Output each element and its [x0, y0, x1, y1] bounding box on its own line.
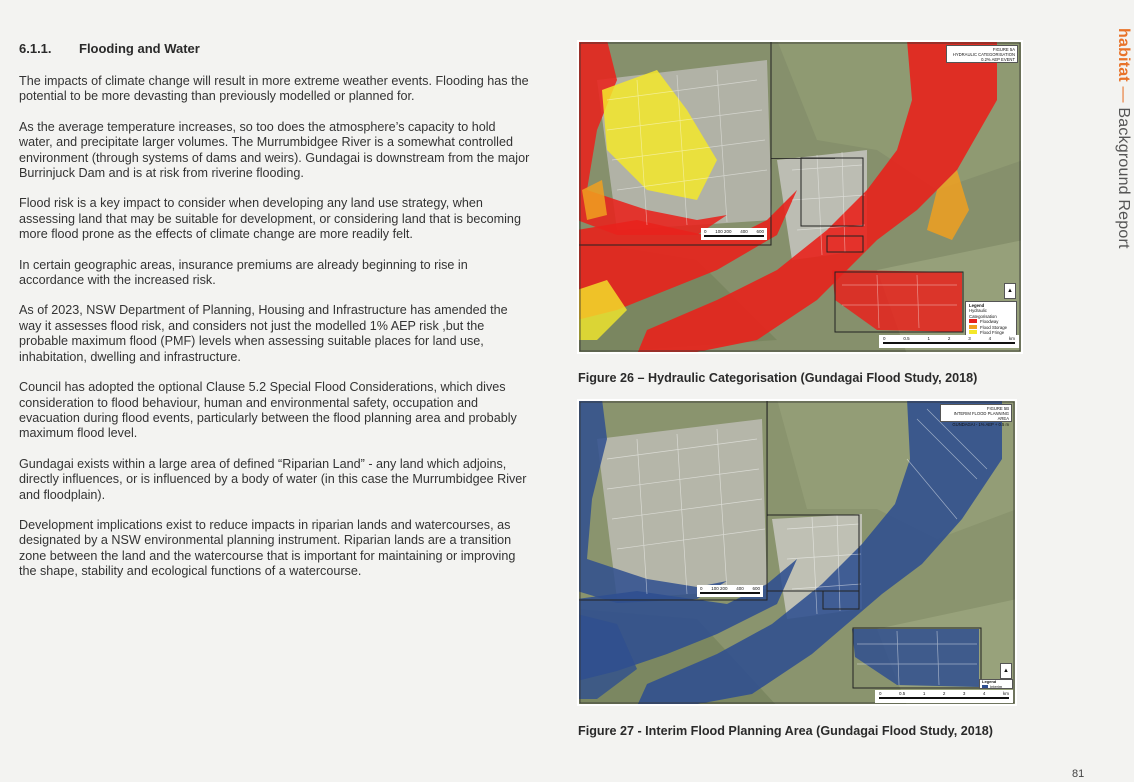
paragraph: Flood risk is a key impact to consider when developing any land use strategy, when assessing land that may be suitable for development, or considering land that is becoming more flood prone as the effects of climate change are more readily felt. — [19, 196, 521, 242]
legend-title: Legend — [982, 679, 997, 684]
report-title: Background Report — [1115, 107, 1132, 249]
north-arrow-icon: ▲ — [1004, 283, 1016, 299]
paragraph: Council has adopted the optional Clause 5.2 Special Flood Considerations, which dives consideration to flood behaviour, human and environmental safety, occupation and evacuation during flood events, particularly between the flood planning area and probably maximum flood level. — [19, 380, 517, 441]
legend-swatch — [969, 325, 977, 329]
north-arrow-icon: ▲ — [1000, 663, 1012, 679]
map-title-line: HYDRAULIC CATEGORISATION — [952, 52, 1015, 58]
scale-tick: 4 — [988, 336, 992, 341]
scale-tick: 0 — [704, 229, 707, 234]
legend-label: Floodway — [980, 319, 999, 325]
inset-scale-bar — [697, 585, 763, 597]
scale-tick: 0.5 — [903, 336, 910, 341]
brand-logo: habitat — [1115, 28, 1132, 82]
scale-tick: 3 — [962, 691, 966, 696]
hydraulic-categorisation-map — [577, 40, 1023, 354]
legend-swatch — [969, 319, 977, 323]
figure-27-caption: Figure 27 - Interim Flood Planning Area (Gundagai Flood Study, 2018) — [578, 724, 993, 738]
legend-label: Flood Fringe — [980, 330, 1005, 336]
legend-title: Legend — [969, 303, 985, 308]
map-title-line: FIGURE 5B — [986, 406, 1009, 411]
scale-tick: 4 — [982, 691, 986, 696]
main-scale-bar — [879, 335, 1019, 348]
legend-subtitle: Hydraulic Categorisation — [969, 308, 997, 319]
scale-tick: 0 — [883, 336, 886, 341]
scale-tick: 100 200 — [715, 229, 732, 234]
map-title-line: FIGURE 5A — [992, 47, 1015, 52]
main-scale-bar — [875, 690, 1013, 703]
map-title-box — [940, 404, 1012, 427]
inset-scale-bar — [701, 228, 767, 240]
body-text — [19, 74, 531, 595]
map-title-box — [946, 45, 1018, 63]
figure-26-caption: Figure 26 – Hydraulic Categorisation (Gundagai Flood Study, 2018) — [578, 371, 978, 385]
scale-unit: km — [1009, 336, 1015, 341]
map-title-line: GUNDAGAI - 1% AEP + 0.5 m — [952, 421, 1009, 427]
paragraph: The impacts of climate change will result in more extreme weather events. Flooding has the potential to be more devasting than previously modelled or planned for. — [19, 74, 529, 104]
map-title-line: INTERIM FLOOD PLANNING AREA — [953, 411, 1009, 422]
scale-tick: 1 — [927, 336, 931, 341]
legend-item — [982, 685, 1010, 690]
legend-swatch — [969, 330, 977, 334]
map-graphic — [577, 399, 1017, 706]
scale-tick: 0 — [879, 691, 882, 696]
scale-tick: 100 200 — [711, 586, 728, 591]
page-number: 81 — [1072, 768, 1085, 780]
scale-tick: 2 — [942, 691, 946, 696]
interim-flood-planning-area-map — [577, 399, 1017, 706]
scale-tick: 2 — [947, 336, 951, 341]
section-title: Flooding and Water — [79, 41, 200, 56]
section-heading — [19, 41, 200, 56]
paragraph: In certain geographic areas, insurance premiums are already beginning to rise in accordance with the increased risk. — [19, 257, 468, 288]
map-title-line: 0.2% AEP EVENT — [981, 57, 1015, 63]
paragraph: Gundagai exists within a large area of defined “Riparian Land” - any land which adjoins, directly influences, or is influenced by a body of water (in this case the Murrumbidgee River and floodplain). — [19, 456, 527, 502]
scale-tick: 400 — [740, 229, 748, 234]
map-legend — [965, 301, 1017, 337]
legend-label: Flood Storage — [980, 324, 1007, 330]
scale-tick: 3 — [968, 336, 971, 341]
paragraph: Development implications exist to reduce impacts in riparian lands and watercourses, as designated by a NSW environmental planning instrument. Riparian lands are a transition zone between the land and the watercourse that is important for maintaining or improving the shape, stability and ecological functions of a watercourse. — [19, 517, 516, 579]
scale-tick: 600 — [752, 586, 760, 591]
title-dash: — — [1115, 86, 1132, 103]
legend-label: Interim — [990, 683, 1003, 689]
scale-tick: 0.5 — [899, 691, 906, 696]
scale-unit: km — [1002, 691, 1009, 696]
paragraph: As of 2023, NSW Department of Planning, Housing and Infrastructure has amended the way it assesses flood risk, and considers not just the modelled 1% AEP risk ,but the probable maximum flood (PMF) levels when assessing suitable places for land use, inhabitation, dwelling and infrastructure. — [19, 303, 508, 364]
scale-tick: 600 — [756, 229, 764, 234]
scale-tick: 0 — [700, 586, 703, 591]
section-number: 6.1.1. — [19, 41, 52, 56]
scale-tick: 400 — [736, 586, 744, 591]
scale-tick: 1 — [922, 691, 926, 696]
map-graphic — [577, 40, 1023, 354]
sidebar-report-title — [1114, 28, 1132, 249]
map-legend — [979, 679, 1013, 689]
paragraph: As the average temperature increases, so too does the atmosphere’s capacity to hold water, and precipitate larger volumes. The Murrumbidgee River is a somewhat controlled environment (through systems of dams and weirs). Gundagai is downstream from the major Burrinjuck Dam and is at risk from riverine flooding. — [19, 119, 530, 181]
